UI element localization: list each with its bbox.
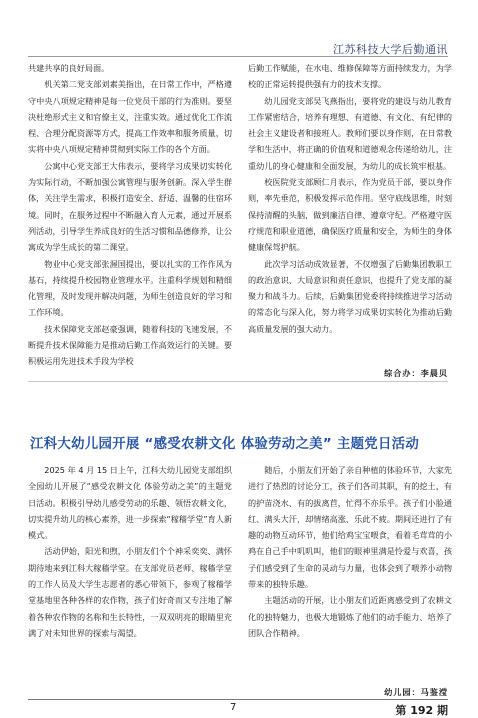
- paragraph: 机关第二党支部刘素美指出，在日常工作中，严格遵守中央八项规定精神是每一位党员干部的行为准则。要坚决杜绝形式主义和官僚主义，注重实效。通过优化工作流程、合理分配资源等方式，提高工作效率和服务质量，切实将中央八项规定精神贯彻到实际工作的各个方面。: [28, 79, 232, 155]
- paragraph: 活动伊始，阳光和煦，小朋友们个个神采奕奕、满怀期待地来到江科大稼穑学堂。在支部党员老师、稼穑学堂的工作人员及大学生志愿者的悉心带领下，参观了稼穑学堂基地里各种各样的农作物，孩子们好奇而又专注地了解着各种农作物的名称和生长特性，一双双明亮的眼睛里充满了对未知世界的探索与渴望。: [28, 546, 232, 638]
- page-number: 7: [230, 702, 237, 713]
- article2-column-right: [248, 462, 452, 641]
- article2-headline: 江科大幼儿园开展 “感受农耕文化 体验劳动之美” 主题党日活动: [30, 437, 420, 452]
- paragraph: 共建共享的良好局面。: [28, 63, 110, 73]
- paragraph: 此次学习活动成效显著，不仅增强了后勤集团教职工的政治意识、大局意识和责任意识，也提升了党支部的凝聚力和战斗力。后续，后勤集团党委将持续推进学习活动的常态化与深入化，努力将学习成果切实转化为推动后勤高质量发展的强大动力。: [248, 258, 452, 334]
- paragraph: 公寓中心党支部王大伟表示，要将学习成果切实转化为实际行动，不断加强公寓管理与服务创新。深入学生群体，关注学生需求，积极打造安全、舒适、温馨的住宿环境。同时，在服务过程中不断融入育人元素，通过开展系列活动，引导学生养成良好的生活习惯和品德修养，让公寓成为学生成长的第二课堂。: [28, 160, 232, 253]
- article2-column-left: [28, 462, 232, 641]
- footer-rule: [28, 699, 448, 700]
- paragraph: 随后，小朋友们开始了亲自种植的体验环节，大家先进行了热烈的讨论分工，孩子们各司其职，有的挖土，有的护苗浇水、有的拔离苣，忙得不亦乐乎。孩子们小脸通红、满头大汗，却情绪高涨、乐此不疲。期间还进行了有趣的动物互动环节，他们给鸡宝宝喂食，看着毛茸茸的小鸡在自己手中叽叽叫，他们的眼神里满是怜爱与欢喜，孩子们感受到了生命的灵动与力量，也体会到了喂养小动物带来的独特乐趣。: [248, 465, 452, 590]
- article2-signature: 幼儿园：马鉴滢: [384, 687, 448, 697]
- paragraph: 校医院党支部顾仁月表示，作为党员干部，要以身作则，率先垂范，积极发挥示范作用。坚守底线思维，时刻保持清醒的头脑，做到廉洁自律、遵章守纪。严格遵守医疗规范和职业道德，确保医疗质量和安全，为师生的身体健康保驾护航。: [248, 177, 452, 253]
- masthead: 江苏科技大学后勤通讯: [333, 43, 448, 56]
- article1-signature: 综合办：李晨贝: [384, 368, 448, 378]
- paragraph: 主题活动的开展，让小朋友们近距离感受到了农耕文化的独特魅力，也极大地锻炼了他们的动手能力、培养了团队合作精神。: [248, 595, 452, 638]
- paragraph: 技术保障党支部赵豪强调，随着科技的飞速发展，不断提升技术保障能力是推动后勤工作高效运行的关键。要积极运用先进技术手段为学校: [28, 323, 232, 367]
- header-rule: [28, 56, 448, 57]
- article1-column-left: [28, 60, 232, 370]
- section-divider: [28, 381, 448, 382]
- paragraph: 2025 年 4 月 15 日上午，江科大幼儿园党支部组织全园幼儿开展了“感受农耕文化 体验劳动之美”的主题党日活动。积极引导幼儿感受劳动的乐趣、领悟农耕文化，切实提升幼儿的核心素养，进一步探索“稼穑学堂”育人新模式。: [28, 465, 232, 541]
- paragraph: 后勤工作赋能，在水电、维修保障等方面持续发力，为学校的正常运转提供强有力的技术支撑。: [248, 63, 452, 90]
- paragraph: 幼儿园党支部吴飞燕指出，要将党的建设与幼儿教育工作紧密结合，培养有理想、有道德、有文化、有纪律的社会主义建设者和接班人。教师们要以身作则，在日常教学和生活中，将正确的价值观和道德观念传递给幼儿，注重幼儿的身心健康和全面发展，为幼儿的成长筑牢根基。: [248, 95, 452, 171]
- article1-column-right: [248, 60, 452, 337]
- issue-number: 第 192 期: [395, 704, 448, 717]
- paragraph: 物业中心党支部张渥国提出，要以扎实的工作作风为基石，持续提升校园物业管理水平。注重科学规划和精细化管理，及时发现并解决问题，为师生创造良好的学习和工作环境。: [28, 258, 232, 318]
